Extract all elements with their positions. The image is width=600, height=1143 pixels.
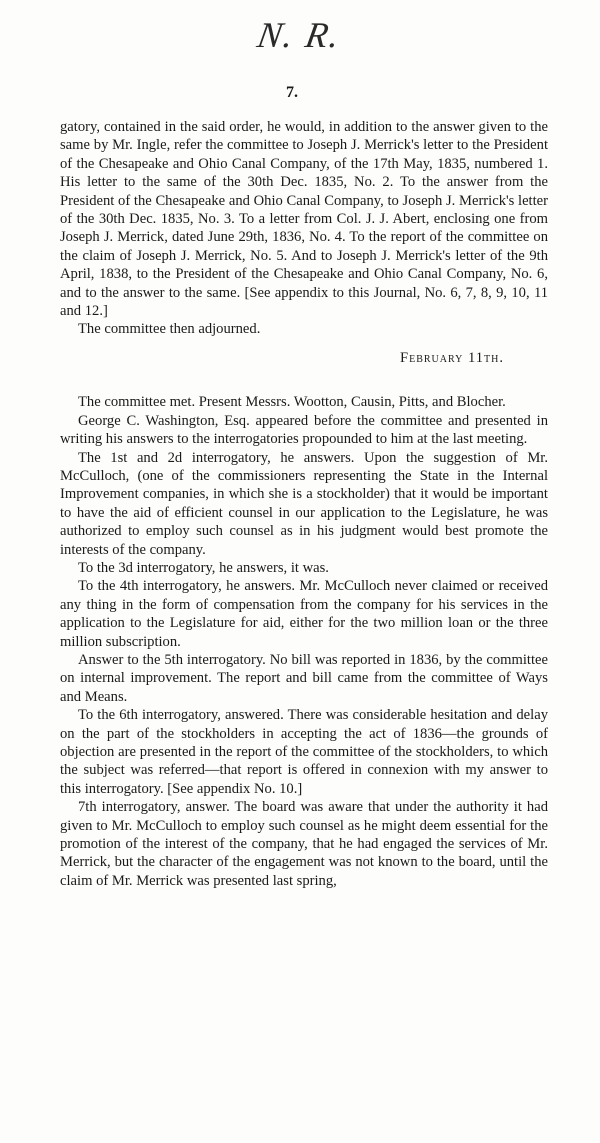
date-heading: February 11th. [399, 349, 504, 366]
paragraph: To the 4th interrogatory, he answers. Mr. McCulloch never claimed or received any thing in the form of compensation from the company for his services in the application to the Legislature for aid, either for the two million loan or the three million subscription. [60, 578, 548, 650]
paragraph: To the 3d interrogatory, he answers, it was. [78, 559, 329, 576]
paragraph: To the 6th interrogatory, answered. There was considerable hesitation and delay on the part of the stockholders in accepting the act of 1836—the grounds of objection are presented in the report of the committee of the stockholders, to which the subject was referred—that report is offered in connexion with my answer to this interrogatory. [See appendix No. 10.] [60, 707, 548, 797]
paragraph: gatory, contained in the said order, he would, in addition to the answer given to the same by Mr. Ingle, refer the committee to Joseph J. Merrick's letter to the President of the Chesapeake and Ohio Canal Company, of the 17th May, 1835, numbered 1. His letter to the same of the 30th Dec. 1835, No. 2. To the answer from the President of the Chesapeake and Ohio Canal Company, to Joseph J. Merrick's letter of the 30th Dec. 1835, No. 3. To a letter from Col. J. J. Abert, enclosing one from Joseph J. Merrick, dated June 29th, 1836, No. 4. To the report of the committee on the claim of Joseph J. Merrick, No. 5. And to Joseph J. Merrick's letter of the 9th April, 1838, to the President of the Chesapeake and Ohio Canal Company, No. 6, and to the answer to the same. [See appendix to this Journal, No. 6, 7, 8, 9, 10, 11 and 12.] [60, 119, 548, 320]
document-body [60, 118, 548, 890]
paragraph: The 1st and 2d interrogatory, he answers. Upon the suggestion of Mr. McCulloch, (one of the commissioners representing the State in the Internal Improvement companies, in which she is a stockholder) that it would be important to have the aid of efficient counsel in our application to the Legislature, he was authorized to employ such counsel as in his judgment would best promote the interests of the company. [60, 449, 548, 558]
paragraph: The committee met. Present Messrs. Wootton, Causin, Pitts, and Blocher. [78, 394, 506, 411]
paragraph: 7th interrogatory, answer. The board was aware that under the authority it had given to Mr. McCulloch to employ such counsel as he might deem essential for the promotion of the interest of the company, that he had engaged the services of Mr. Merrick, but the character of the engagement was not known to the board, until the claim of Mr. Merrick was presented last spring, [60, 799, 548, 889]
paragraph: Answer to the 5th interrogatory. No bill was reported in 1836, by the committee on internal improvement. The report and bill came from the committee of Ways and Means. [60, 651, 548, 705]
paragraph: The committee then adjourned. [78, 321, 261, 338]
document-mark: N. R. [254, 15, 345, 55]
paragraph: George C. Washington, Esq. appeared before the committee and presented in writing his answers to the interrogatories propounded to him at the last meeting. [60, 412, 548, 448]
page-number: 7. [286, 84, 298, 101]
